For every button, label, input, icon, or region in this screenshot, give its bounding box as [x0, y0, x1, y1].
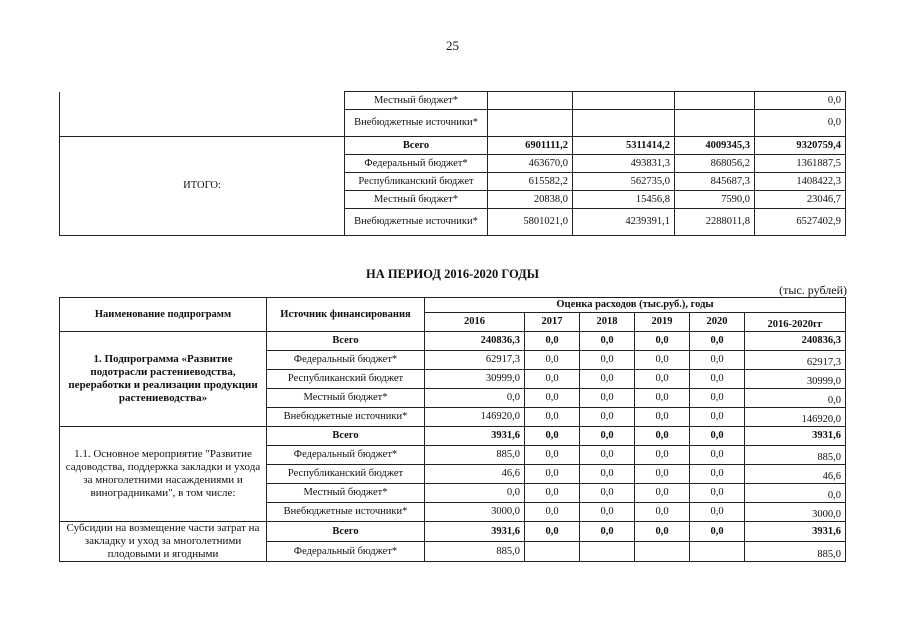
value-cell: 46,6 [425, 465, 525, 484]
source-cell: Республиканский бюджет [267, 370, 425, 389]
value-cell: 240836,3 [425, 332, 525, 351]
value-cell: 0,0 [525, 484, 580, 503]
source-cell: Федеральный бюджет* [267, 351, 425, 370]
value-cell: 0,0 [690, 503, 745, 522]
source-cell: Внебюджетные источники* [345, 209, 488, 236]
value-cell [690, 542, 745, 562]
value-cell: 0,0 [425, 389, 525, 408]
section-title: НА ПЕРИОД 2016-2020 ГОДЫ [365, 267, 540, 281]
year-header: 2016 [425, 313, 525, 332]
year-header: 2018 [580, 313, 635, 332]
value-cell: 0,0 [690, 427, 745, 446]
page-number: 25 [446, 38, 459, 53]
subprogram-name: 1. Подпрограмма «Развитие подотрасли растениеводства, переработки и реализации продукции растениеводства» [60, 332, 267, 427]
source-cell: Республиканский бюджет [345, 173, 488, 191]
total-cell: 62917,3 [745, 351, 846, 370]
subprogram-name: 1.1. Основное мероприятие "Развитие садоводства, поддержка закладки и ухода за многолетними насаждениями и виноградниками", в том числе: [60, 427, 267, 522]
value-cell: 2288011,8 [675, 209, 755, 236]
value-cell: 0,0 [525, 446, 580, 465]
source-cell: Местный бюджет* [345, 191, 488, 209]
value-cell: 493831,3 [573, 155, 675, 173]
total-cell: 23046,7 [755, 191, 846, 209]
total-cell: 0,0 [755, 110, 846, 137]
total-cell: 3931,6 [745, 427, 846, 446]
total-cell: 1408422,3 [755, 173, 846, 191]
value-cell: 0,0 [525, 389, 580, 408]
value-cell: 885,0 [425, 446, 525, 465]
source-cell: Всего [267, 522, 425, 542]
total-cell: 3931,6 [745, 522, 846, 542]
value-cell: 0,0 [690, 408, 745, 427]
value-cell: 0,0 [525, 370, 580, 389]
total-cell: 46,6 [745, 465, 846, 484]
table-row [60, 427, 846, 446]
total-cell: 0,0 [755, 92, 846, 110]
value-cell: 868056,2 [675, 155, 755, 173]
value-cell: 0,0 [635, 370, 690, 389]
total-cell: 885,0 [745, 542, 846, 562]
itogo-label: ИТОГО: [60, 137, 345, 236]
table-row [60, 137, 846, 155]
value-cell: 0,0 [525, 503, 580, 522]
table-row [60, 92, 846, 110]
total-cell: 9320759,4 [755, 137, 846, 155]
expenses-table [59, 297, 846, 562]
value-cell: 0,0 [580, 446, 635, 465]
source-cell: Федеральный бюджет* [267, 542, 425, 562]
value-cell: 146920,0 [425, 408, 525, 427]
value-cell: 4239391,1 [573, 209, 675, 236]
subprogram-name: Субсидии на возмещение части затрат на закладку и уход за многолетними плодовыми и ягодными [60, 522, 267, 562]
value-cell: 20838,0 [488, 191, 573, 209]
value-cell: 0,0 [635, 465, 690, 484]
value-cell: 845687,3 [675, 173, 755, 191]
value-cell: 0,0 [635, 427, 690, 446]
source-cell: Федеральный бюджет* [345, 155, 488, 173]
source-cell: Внебюджетные источники* [267, 503, 425, 522]
value-cell: 0,0 [580, 503, 635, 522]
value-cell: 0,0 [580, 484, 635, 503]
value-cell: 5311414,2 [573, 137, 675, 155]
value-cell: 0,0 [690, 446, 745, 465]
total-cell: 0,0 [745, 389, 846, 408]
value-cell [488, 110, 573, 137]
value-cell: 0,0 [635, 484, 690, 503]
total-cell: 1361887,5 [755, 155, 846, 173]
value-cell: 885,0 [425, 542, 525, 562]
value-cell [573, 92, 675, 110]
value-cell [573, 110, 675, 137]
value-cell: 3931,6 [425, 427, 525, 446]
units-label: (тыс. рублей) [779, 283, 847, 297]
value-cell: 5801021,0 [488, 209, 573, 236]
value-cell: 0,0 [580, 351, 635, 370]
value-cell: 0,0 [580, 389, 635, 408]
value-cell: 0,0 [580, 332, 635, 351]
value-cell: 7590,0 [675, 191, 755, 209]
value-cell: 0,0 [425, 484, 525, 503]
source-cell: Внебюджетные источники* [345, 110, 488, 137]
source-cell: Местный бюджет* [345, 92, 488, 110]
value-cell: 3931,6 [425, 522, 525, 542]
value-cell: 30999,0 [425, 370, 525, 389]
value-cell: 0,0 [525, 427, 580, 446]
value-cell: 0,0 [635, 332, 690, 351]
value-cell: 4009345,3 [675, 137, 755, 155]
value-cell: 615582,2 [488, 173, 573, 191]
value-cell: 0,0 [635, 446, 690, 465]
value-cell: 0,0 [580, 522, 635, 542]
year-header: 2019 [635, 313, 690, 332]
value-cell: 0,0 [690, 465, 745, 484]
value-cell [488, 92, 573, 110]
value-cell [580, 542, 635, 562]
value-cell: 0,0 [525, 408, 580, 427]
value-cell: 62917,3 [425, 351, 525, 370]
source-cell: Республиканский бюджет [267, 465, 425, 484]
value-cell: 463670,0 [488, 155, 573, 173]
value-cell: 0,0 [525, 332, 580, 351]
value-cell: 0,0 [690, 484, 745, 503]
value-cell: 0,0 [690, 522, 745, 542]
year-header: 2020 [690, 313, 745, 332]
value-cell: 0,0 [635, 351, 690, 370]
total-cell: 885,0 [745, 446, 846, 465]
value-cell: 0,0 [525, 465, 580, 484]
value-cell: 0,0 [690, 389, 745, 408]
source-cell: Местный бюджет* [267, 484, 425, 503]
value-cell: 0,0 [635, 408, 690, 427]
value-cell [675, 110, 755, 137]
header-estimate: Оценка расходов (тыс.руб.), годы [425, 298, 846, 313]
header-source: Источник финансирования [267, 298, 425, 332]
total-cell: 6527402,9 [755, 209, 846, 236]
value-cell: 15456,8 [573, 191, 675, 209]
value-cell: 0,0 [690, 370, 745, 389]
total-cell: 146920,0 [745, 408, 846, 427]
total-cell: 30999,0 [745, 370, 846, 389]
value-cell: 0,0 [690, 332, 745, 351]
value-cell: 6901111,2 [488, 137, 573, 155]
year-header: 2017 [525, 313, 580, 332]
year-header: 2016-2020гг [745, 313, 846, 332]
table-row [60, 332, 846, 351]
source-cell: Всего [267, 427, 425, 446]
value-cell: 562735,0 [573, 173, 675, 191]
header-row [60, 298, 846, 313]
source-cell: Местный бюджет* [267, 389, 425, 408]
source-cell: Федеральный бюджет* [267, 446, 425, 465]
value-cell [675, 92, 755, 110]
header-name: Наименование подпрограмм [60, 298, 267, 332]
value-cell: 0,0 [580, 427, 635, 446]
total-cell: 0,0 [745, 484, 846, 503]
value-cell: 0,0 [580, 408, 635, 427]
total-cell: 3000,0 [745, 503, 846, 522]
value-cell: 0,0 [580, 465, 635, 484]
source-cell: Всего [345, 137, 488, 155]
value-cell: 0,0 [690, 351, 745, 370]
table-row [60, 522, 846, 542]
value-cell: 0,0 [635, 389, 690, 408]
value-cell [525, 542, 580, 562]
value-cell: 0,0 [635, 503, 690, 522]
value-cell: 0,0 [525, 351, 580, 370]
total-cell: 240836,3 [745, 332, 846, 351]
top-summary-table [59, 91, 846, 236]
value-cell: 0,0 [635, 522, 690, 542]
source-cell: Внебюджетные источники* [267, 408, 425, 427]
value-cell: 3000,0 [425, 503, 525, 522]
value-cell: 0,0 [525, 522, 580, 542]
value-cell [635, 542, 690, 562]
value-cell: 0,0 [580, 370, 635, 389]
source-cell: Всего [267, 332, 425, 351]
